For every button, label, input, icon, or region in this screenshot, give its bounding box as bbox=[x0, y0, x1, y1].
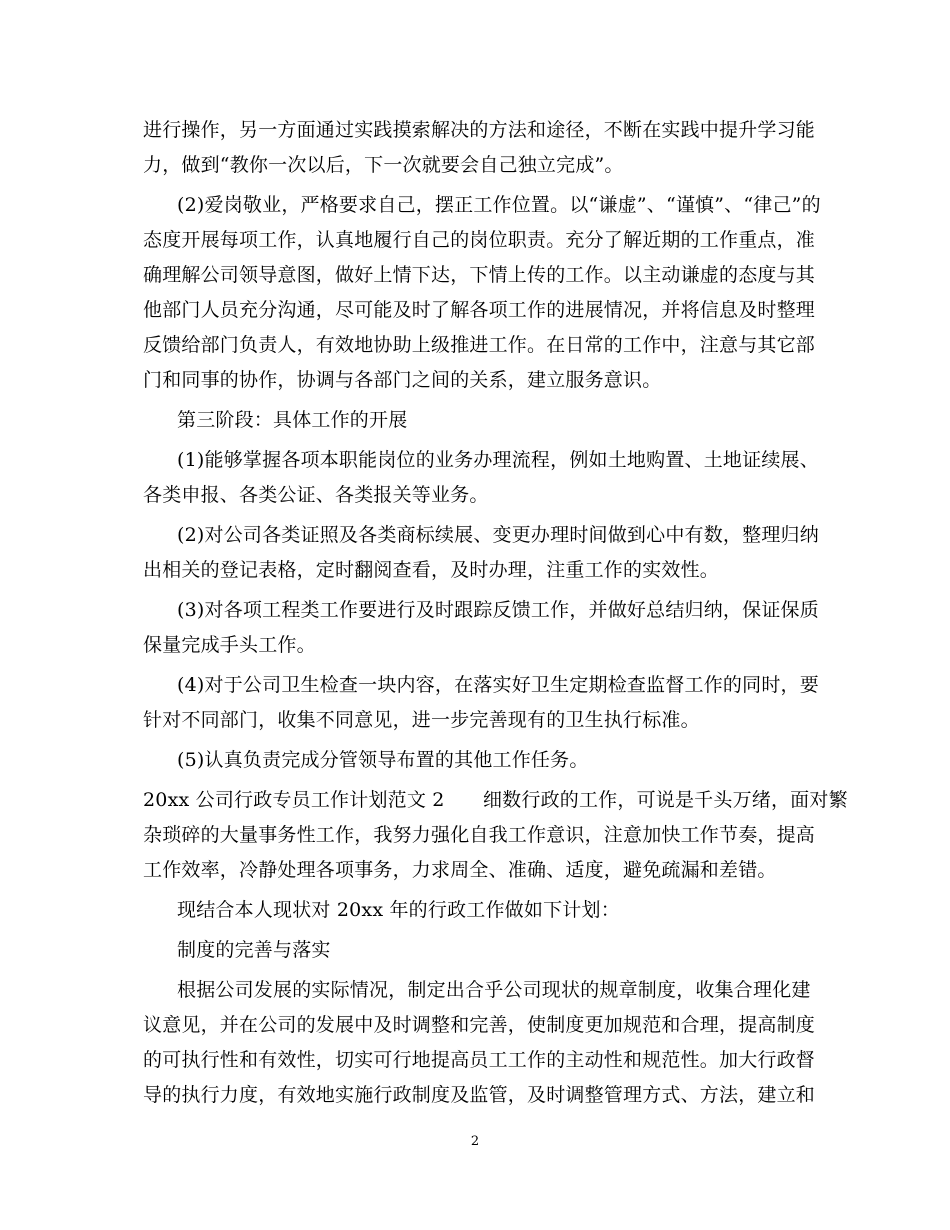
text-line: 反馈给部门负责人，有效地协助上级推进工作。在日常的工作中，注意与其它部 bbox=[143, 334, 816, 356]
text-line: 态度开展每项工作，认真地履行自己的岗位职责。充分了解近期的工作重点，准 bbox=[143, 229, 816, 251]
text-line: 各类申报、各类公证、各类报关等业务。 bbox=[143, 484, 489, 506]
text-line: 确理解公司领导意图，做好上情下达，下情上传的工作。以主动谦虚的态度与其 bbox=[143, 264, 816, 286]
text-line: 针对不同部门，收集不同意见，进一步完善现有的卫生执行标准。 bbox=[143, 709, 700, 731]
text-line: 保量完成手头工作。 bbox=[143, 634, 316, 656]
text-line: 现结合本人现状对 20xx 年的行政工作做如下计划： bbox=[177, 899, 620, 921]
section-heading: 制度的完善与落实 bbox=[177, 939, 331, 961]
text-line: 门和同事的协作，协调与各部门之间的关系，建立服务意识。 bbox=[143, 369, 662, 391]
text-line: (1)能够掌握各项本职能岗位的业务办理流程，例如土地购置、土地证续展、 bbox=[177, 449, 819, 471]
text-line: 他部门人员充分沟通，尽可能及时了解各项工作的进展情况，并将信息及时整理 bbox=[143, 299, 816, 321]
text-line: 进行操作，另一方面通过实践摸索解决的方法和途径，不断在实践中提升学习能 bbox=[143, 119, 816, 141]
text-line: (5)认真负责完成分管领导布置的其他工作任务。 bbox=[177, 749, 589, 771]
text-line: (3)对各项工程类工作要进行及时跟踪反馈工作，并做好总结归纳，保证保质 bbox=[177, 599, 819, 621]
text-line: 杂琐碎的大量事务性工作，我努力强化自我工作意识，注意加快工作节奏，提高 bbox=[143, 824, 816, 846]
text-line: 导的执行力度，有效地实施行政制度及监管，及时调整管理方式、方法，建立和 bbox=[143, 1084, 816, 1106]
section-heading: 第三阶段：具体工作的开展 bbox=[177, 409, 408, 431]
text-line: 根据公司发展的实际情况，制定出合乎公司现状的规章制度，收集合理化建 bbox=[177, 979, 811, 1001]
text-line: 的可执行性和有效性，切实可行地提高员工工作的主动性和规范性。加大行政督 bbox=[143, 1049, 816, 1071]
text-line: 20xx 公司行政专员工作计划范文 2 细数行政的工作，可说是千头万绪，面对繁 bbox=[143, 789, 848, 811]
text-line: (2)对公司各类证照及各类商标续展、变更办理时间做到心中有数，整理归纳 bbox=[177, 524, 819, 546]
text-line: 力，做到“教你一次以后，下一次就要会自己独立完成”。 bbox=[143, 154, 624, 176]
text-line: 工作效率，冷静处理各项事务，力求周全、准确、适度，避免疏漏和差错。 bbox=[143, 859, 777, 881]
text-line: (2)爱岗敬业，严格要求自己，摆正工作位置。以“谦虚”、“谨慎”、“律己”的 bbox=[177, 194, 821, 216]
text-line: (4)对于公司卫生检查一块内容，在落实好卫生定期检查监督工作的同时，要 bbox=[177, 674, 819, 696]
page-number: 2 bbox=[470, 1134, 480, 1149]
text-line: 议意见，并在公司的发展中及时调整和完善，使制度更加规范和合理，提高制度 bbox=[143, 1014, 816, 1036]
text-line: 出相关的登记表格，定时翻阅查看，及时办理，注重工作的实效性。 bbox=[143, 559, 720, 581]
